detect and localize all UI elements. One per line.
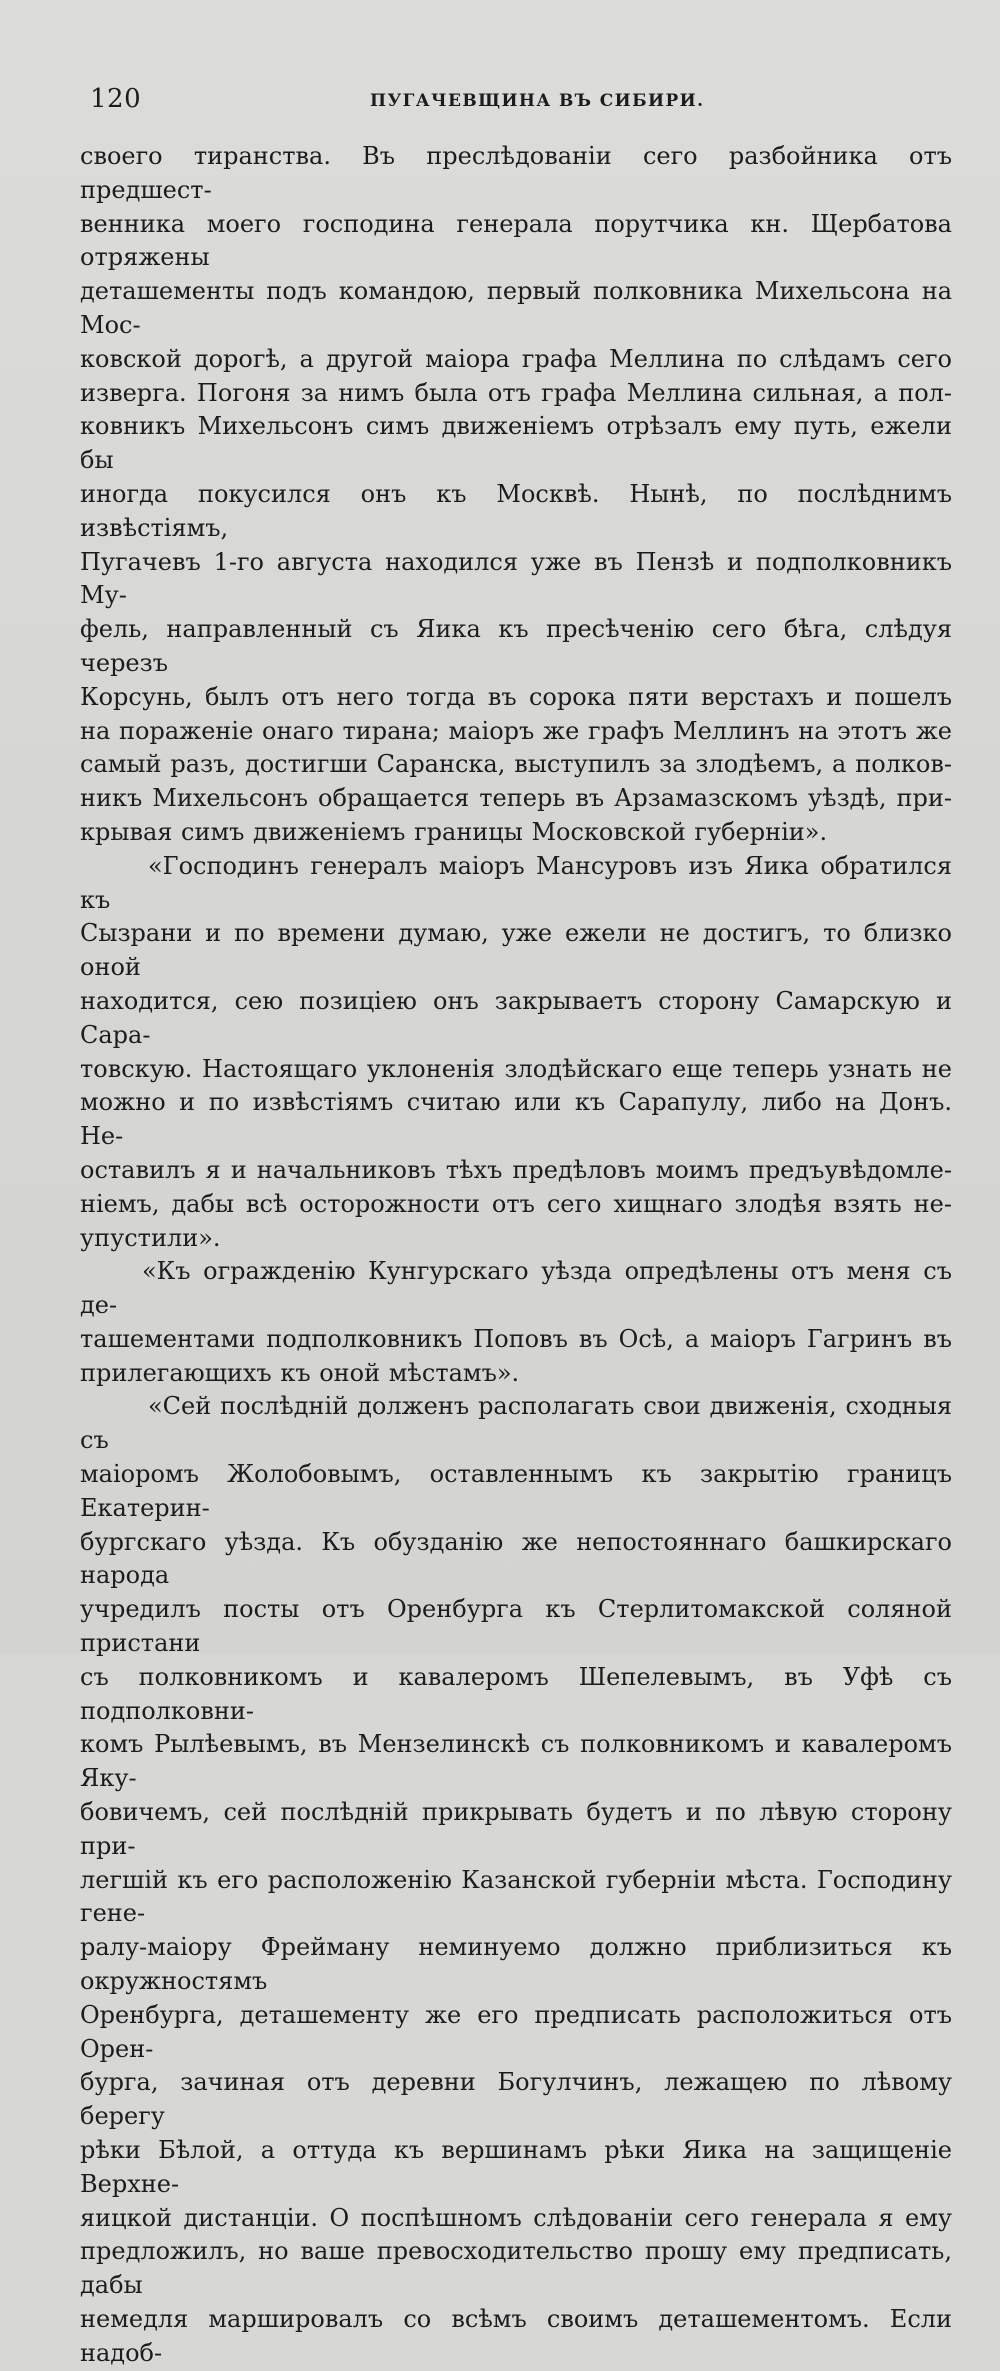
text-line: можно и по извѣстiямъ считаю или къ Сарапулу, либо на Донъ. Не-	[80, 1088, 952, 1151]
text-line: комъ Рылѣевымъ, въ Мензелинскѣ съ полковникомъ и кавалеромъ Яку-	[80, 1730, 952, 1793]
text-line: Корсунь, былъ отъ него тогда въ сорока пяти верстахъ и пошелъ	[80, 682, 952, 711]
text-line: на пораженiе онаго тирана; маiоръ же графъ Меллинъ на этотъ же	[80, 716, 952, 745]
text-line: «Господинъ генералъ маiоръ Мансуровъ изъ Яика обратился къ	[80, 851, 952, 914]
paragraph-1	[80, 140, 952, 850]
text-line: своего тиранства. Въ преслѣдованiи сего разбойника отъ предшест-	[80, 142, 952, 204]
text-line: рѣки Бѣлой, а оттуда къ вершинамъ рѣки Яика на защищенiе Верхне-	[80, 2136, 952, 2198]
text-line: крывая симъ движенiемъ границы Московской губернiи».	[80, 817, 828, 846]
text-line: Пугачевъ 1-го августа находился уже въ Пензѣ и подполковникъ Му-	[80, 547, 952, 610]
text-line: фель, направленный съ Яика къ пресѣченiю сего бѣга, слѣдуя черезъ	[80, 615, 952, 677]
text-line: бурга, зачиная отъ деревни Богулчинъ, лежащею по лѣвому берегу	[80, 2068, 952, 2131]
paragraph-4	[80, 1390, 952, 2370]
text-line: ралу-маiору Фрейману неминуемо должно приблизиться къ окружностямъ	[80, 1933, 952, 1996]
text-line: «Сей послѣднiй долженъ располагать свои движенiя, сходныя съ	[80, 1392, 952, 1455]
text-line: бовичемъ, сей послѣднiй прикрывать будетъ и по лѣвую сторону при-	[80, 1798, 952, 1860]
paragraph-2	[80, 850, 952, 1256]
text-line: предложилъ, но ваше превосходительство прошу ему предписать, дабы	[80, 2237, 952, 2300]
text-line: Оренбурга, деташементу же его предписать расположиться отъ Орен-	[80, 2000, 952, 2063]
text-line: маiоромъ Жолобовымъ, оставленнымъ къ закрытiю границъ Екатерин-	[80, 1460, 952, 1522]
text-line: яицкой дистанцiи. О поспѣшномъ слѣдованiи сего генерала я ему	[80, 2203, 952, 2232]
page-number: 120	[90, 84, 142, 114]
text-line: «Къ огражденiю Кунгурскаго уѣзда опредѣлены отъ меня съ де-	[80, 1257, 952, 1320]
running-title: ПУГАЧЕВЩИНА ВЪ СИБИРИ.	[370, 91, 705, 111]
text-line: иногда покусился онъ къ Москвѣ. Нынѣ, по послѣднимъ извѣстiямъ,	[80, 479, 952, 542]
text-line: находится, сею позицiею онъ закрываетъ сторону Самарскую и Сара-	[80, 986, 952, 1049]
text-line: легшiй къ его расположенiю Казанской губернiи мѣста. Господину гене-	[80, 1865, 952, 1928]
text-line: самый разъ, достигши Саранска, выступилъ за злодѣемъ, а полков-	[80, 750, 952, 779]
text-line: оставилъ я и начальниковъ тѣхъ предѣловъ моимъ предъувѣдомле-	[80, 1155, 952, 1184]
page-header	[90, 86, 918, 126]
paragraph-3	[80, 1255, 952, 1390]
text-line: деташементы подъ командою, первый полковника Михельсона на Мос-	[80, 277, 952, 339]
text-line: Сызрани и по времени думаю, уже ежели не достигъ, то близко оной	[80, 919, 952, 982]
text-line: ташементами подполковникъ Поповъ въ Осѣ, а маiоръ Гагринъ въ	[80, 1324, 952, 1353]
text-line: съ полковникомъ и кавалеромъ Шепелевымъ, въ Уфѣ съ подполковни-	[80, 1662, 952, 1725]
text-line: ковникъ Михельсонъ симъ движенiемъ отрѣзалъ ему путь, ежели бы	[80, 412, 952, 475]
text-line: ковской дорогѣ, а другой маiора графа Меллина по слѣдамъ сего	[80, 344, 952, 373]
text-line: никъ Михельсонъ обращается теперь въ Арзамазскомъ уѣздѣ, при-	[80, 784, 952, 813]
text-line: учредилъ посты отъ Оренбурга къ Стерлитомакской соляной пристани	[80, 1595, 952, 1658]
text-line: изверга. Погоня за нимъ была отъ графа Меллина сильная, а пол-	[80, 378, 952, 407]
text-line: венника моего господина генерала порутчика кн. Щербатова отряжены	[80, 209, 952, 272]
body-text	[80, 140, 952, 2371]
text-line: упустили».	[80, 1223, 221, 1252]
text-line: нiемъ, дабы всѣ осторожности отъ сего хищнаго злодѣя взять не-	[80, 1189, 952, 1218]
text-line: прилегающихъ къ оной мѣстамъ».	[80, 1358, 520, 1387]
text-line: немедля маршировалъ со всѣмъ своимъ деташементомъ. Если надоб-	[80, 2305, 952, 2367]
text-line: товскую. Настоящаго уклоненiя злодѣйскаго еще теперь узнать не	[80, 1054, 952, 1083]
text-line: бургскаго уѣзда. Къ обузданiю же непостояннаго башкирскаго народа	[80, 1527, 952, 1590]
